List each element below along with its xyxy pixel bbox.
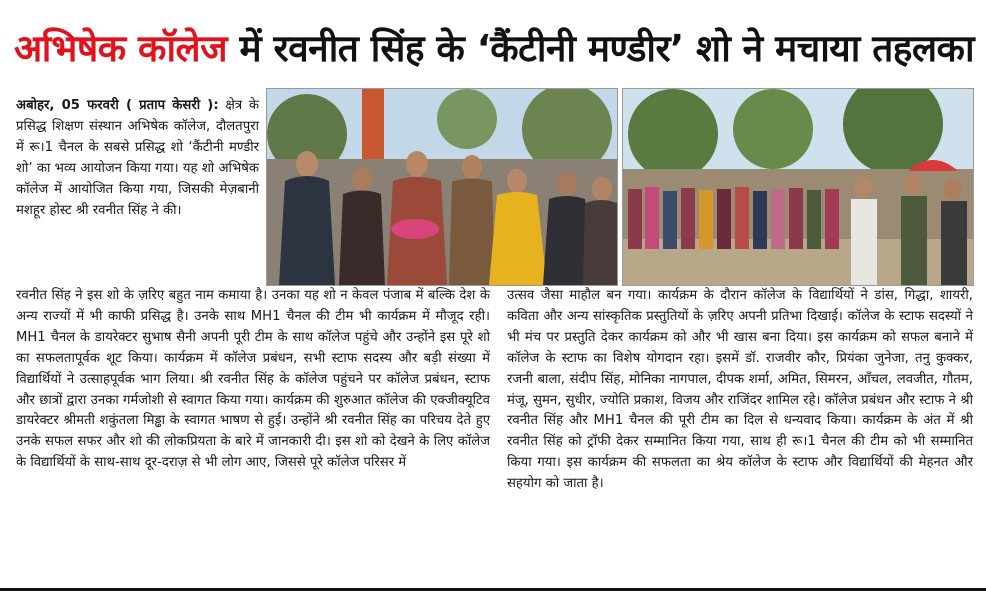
article-column-right bbox=[507, 286, 973, 495]
left-column-text: रवनीत सिंह ने इस शो के ज़रिए बहुत नाम कमाया है। उनका यह शो न केवल पंजाब में बल्कि देश के अन्य राज्यों में भी काफी प्रसिद्ध है। उनके साथ MH1 चैनल की टीम भी कार्यक्रम में मौजूद रही। MH1 चैनल के डायरेक्टर सुभाष सैनी अपनी पूरी टीम के साथ कॉलेज पहुंचे और उन्होंने इस पूरे शो का सफलतापूर्वक शूट किया। कार्यक्रम में कॉलेज प्रबंधन, सभी स्टाफ सदस्य और बड़ी संख्या में विद्यार्थियों ने उत्साहपूर्वक भाग लिया। श्री रवनीत सिंह के कॉलेज पहुंचने पर कॉलेज प्रबंधन, स्टाफ और छात्रों द्वारा उनका गर्मजोशी से स्वागत किया गया। कार्यक्रम की शुरुआत कॉलेज की एक्जीक्यूटिव डायरेक्टर श्रीमती शकुंतला मिड्ढा के स्वागत भाषण से हुई। उन्होंने श्री रवनीत सिंह का परिचय देते हुए उनके सफल सफर और शो की लोकप्रियता के बारे में जानकारी दी। इस शो को देखने के लिए कॉलेज के विद्यार्थियों के साथ-साथ दूर-दराज़ से भी लोग आए, जिससे पूरे कॉलेज परिसर में bbox=[16, 288, 490, 471]
photo-crowd-drawing bbox=[623, 89, 973, 285]
dateline: अबोहर, 05 फरवरी ( प्रताप केसरी ): bbox=[16, 98, 219, 113]
headline-highlight: अभिषेक कॉलेज bbox=[14, 27, 228, 70]
lead-text: क्षेत्र के प्रसिद्ध शिक्षण संस्थान अभिषेक कॉलेज, दौलतपुरा में रू।1 चैनल के सबसे प्रसिद्ध शो ‘कैंटीनी मण्डीर शो’ का भव्य आयोजन किया गया। यह शो अभिषेक कॉलेज में आयोजित किया गया, जिसकी मेज़बानी मशहूर होस्ट श्री रवनीत सिंह ने की। bbox=[16, 98, 259, 218]
headline bbox=[14, 18, 974, 80]
bottom-rule bbox=[0, 588, 986, 591]
event-photo-ceremony bbox=[266, 88, 618, 286]
article-column-left bbox=[16, 286, 490, 474]
photo-ceremony-drawing bbox=[267, 89, 617, 285]
event-photo-crowd bbox=[622, 88, 974, 286]
lead-paragraph bbox=[16, 96, 259, 221]
headline-rest: में रवनीत सिंह के ‘कैंटीनी मण्डीर’ शो ने मचाया तहलका bbox=[227, 27, 975, 70]
right-column-text: उत्सव जैसा माहौल बन गया। कार्यक्रम के दौरान कॉलेज के विद्यार्थियों ने डांस, गिद्धा, शायरी, कविता और अन्य सांस्कृतिक प्रस्तुतियों के ज़रिए अपनी प्रतिभा दिखाई। कॉलेज के स्टाफ सदस्यों ने भी मंच पर प्रस्तुति देकर कार्यक्रम को और भी खास बना दिया। इस कार्यक्रम को सफल बनाने में कॉलेज के स्टाफ का विशेष योगदान रहा। इसमें डॉ. राजवीर कौर, प्रियंका जुनेजा, तनु कुक्कर, रजनी बाला, संदीप सिंह, मोनिका नागपाल, दीपक शर्मा, अमित, सिमरन, आँचल, लवजीत, गौतम, मंजू, सुमन, सुधीर, ज्योति प्रकाश, विजय और राजिंदर शामिल रहे। कॉलेज प्रबंधन और स्टाफ ने श्री रवनीत सिंह और MH1 चैनल की पूरी टीम का दिल से धन्यवाद किया। कार्यक्रम के अंत में श्री रवनीत सिंह को ट्रॉफी देकर सम्मानित किया गया, साथ ही रू।1 चैनल की टीम को भी सम्मानित किया गया। इस कार्यक्रम की सफलता का श्रेय कॉलेज के स्टाफ और विद्यार्थियों की मेहनत और सहयोग को जाता है। bbox=[507, 288, 973, 492]
